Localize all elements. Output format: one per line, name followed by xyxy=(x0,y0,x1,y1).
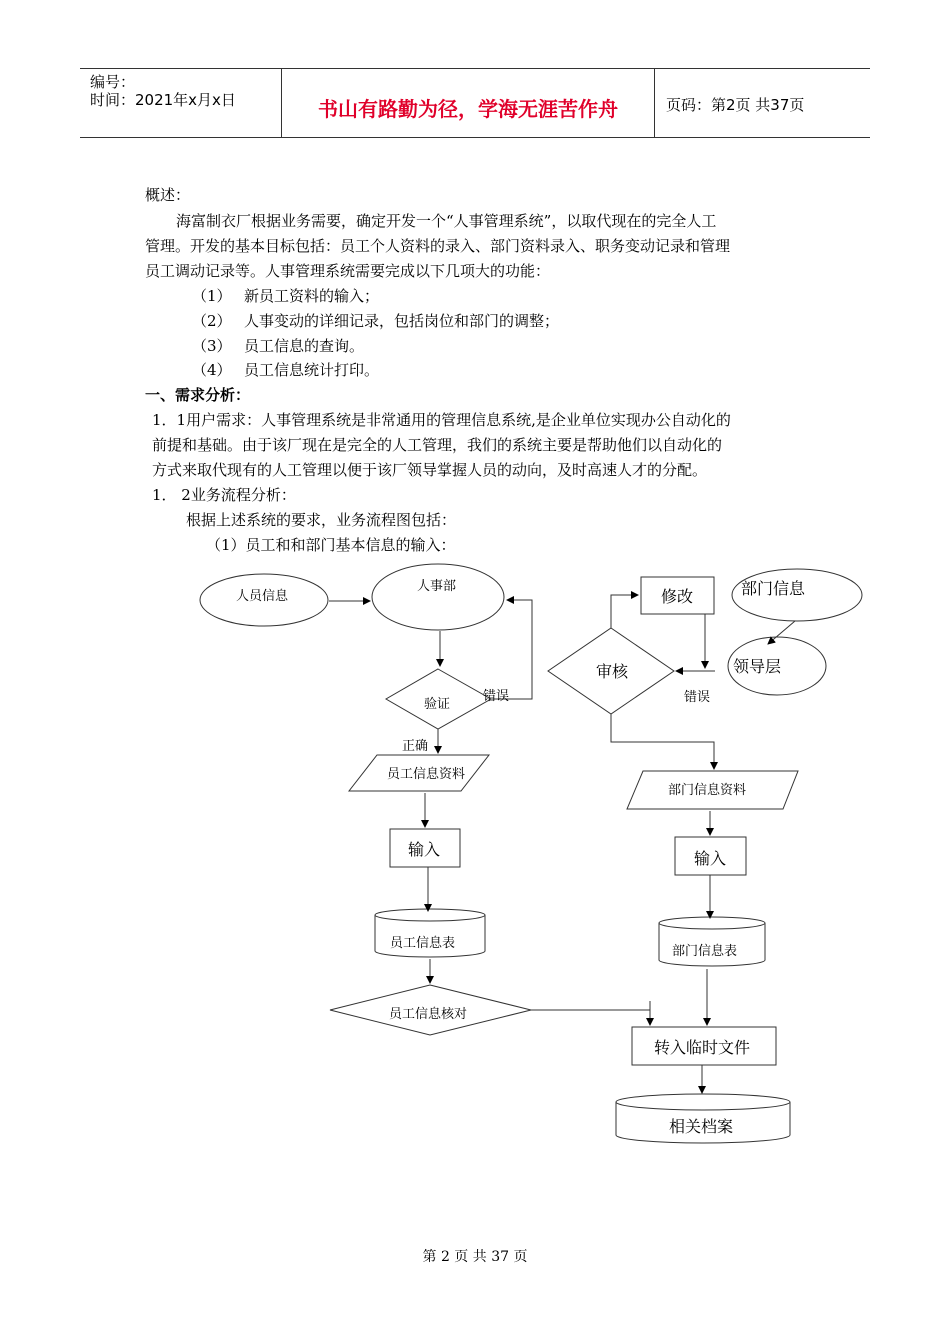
paragraph-line: （1）员工和和部门基本信息的输入： xyxy=(206,536,456,554)
paragraph-line: 员工调动记录等。人事管理系统需要完成以下几项大的功能： xyxy=(145,262,551,280)
dept-table-label: 部门信息表 xyxy=(672,944,738,959)
input-right-label: 输入 xyxy=(694,849,727,868)
error-label: 错误 xyxy=(483,689,510,704)
arrow-review-to-modify xyxy=(611,595,638,628)
paragraph-line: 方式来取代现有的人工管理以便于该厂领导掌握人员的动向，及时高速人才的分配。 xyxy=(152,461,708,479)
hr-dept-label: 人事部 xyxy=(417,579,457,594)
overview-heading: 概述： xyxy=(145,186,191,204)
person-info-label: 人员信息 xyxy=(236,589,289,604)
employee-data-label: 员工信息资料 xyxy=(387,767,466,782)
dept-info-label: 部门信息 xyxy=(741,579,806,598)
paragraph-line: 前提和基础。由于该厂现在是完全的人工管理，我们的系统主要是帮助他们以自动化的 xyxy=(152,436,723,454)
header-motto: 书山有路勤为径，学海无涯苦作舟 xyxy=(318,97,618,121)
error-label: 错误 xyxy=(684,690,711,705)
section-title: 一、需求分析： xyxy=(145,386,251,404)
employee-table-label: 员工信息表 xyxy=(390,936,456,951)
arrow-review-to-dept-data xyxy=(611,714,714,769)
function-text: 新员工资料的输入； xyxy=(244,287,380,305)
function-text: 人事变动的详细记录，包括岗位和部门的调整； xyxy=(244,312,560,330)
header-number: 编号： xyxy=(90,73,136,91)
header-page-info: 页码：第2页 共37页 xyxy=(666,96,805,114)
input-left-label: 输入 xyxy=(408,840,441,859)
paragraph-line: 根据上述系统的要求，业务流程图包括： xyxy=(186,511,457,529)
correct-label: 正确 xyxy=(402,739,429,754)
archive-label: 相关档案 xyxy=(669,1117,734,1136)
header-time: 时间：2021年x月x日 xyxy=(90,91,236,109)
verify-label: 验证 xyxy=(424,697,451,712)
leadership-label: 领导层 xyxy=(733,657,782,676)
function-number: （4） xyxy=(192,361,232,379)
page-footer: 第 2 页 共 37 页 xyxy=(422,1249,528,1265)
employee-check-label: 员工信息核对 xyxy=(389,1007,468,1022)
arrow-dept-info-to-leader xyxy=(768,621,795,644)
function-number: （1） xyxy=(192,287,232,305)
function-number: （3） xyxy=(192,337,232,355)
subsection-title: 1． 2业务流程分析： xyxy=(152,486,296,504)
hr-dept-ellipse xyxy=(372,564,504,630)
modify-label: 修改 xyxy=(661,587,694,606)
paragraph-line: 1．1用户需求：人事管理系统是非常通用的管理信息系统,是企业单位实现办公自动化的 xyxy=(152,411,731,429)
paragraph-line: 管理。开发的基本目标包括：员工个人资料的录入、部门资料录入、职务变动记录和管理 xyxy=(145,237,731,255)
function-number: （2） xyxy=(192,312,232,330)
function-text: 员工信息的查询。 xyxy=(244,337,365,355)
function-text: 员工信息统计打印。 xyxy=(244,361,380,379)
paragraph-line: 海富制衣厂根据业务需要，确定开发一个“人事管理系统”，以取代现在的完全人工 xyxy=(176,212,717,230)
review-label: 审核 xyxy=(596,662,629,681)
dept-data-label: 部门信息资料 xyxy=(668,783,747,798)
temp-file-label: 转入临时文件 xyxy=(654,1038,751,1057)
